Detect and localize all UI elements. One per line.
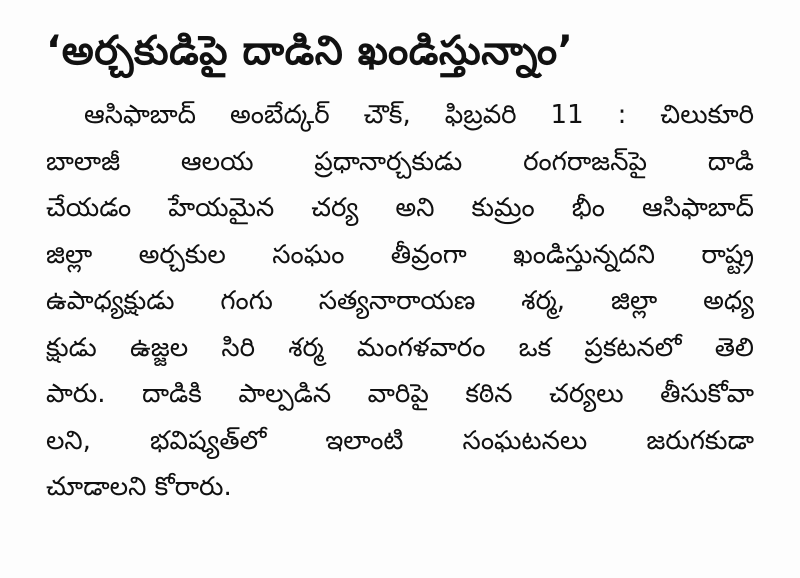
article-body <box>46 92 754 511</box>
article-line: జిల్లా అర్చకుల సంఘం తీవ్రంగా ఖండిస్తున్నదని రాష్ట్ర <box>46 239 754 270</box>
article-line: పారు. దాడికి పాల్పడిన వారిపై కఠిన చర్యలు తీసుకోవా <box>46 379 754 409</box>
article-headline: ‘అర్చకుడిపై దాడిని ఖండిస్తున్నాం’ <box>46 28 574 74</box>
article-line: చేయడం హేయమైన చర్య అని కుమ్రం భీం ఆసిఫాబాద్ <box>46 193 754 223</box>
article-line: ఉపాధ్యక్షుడు గంగు సత్యనారాయణ శర్మ, జిల్లా అధ్య <box>46 286 754 316</box>
article-line: చూడాలని కోరారు. <box>46 472 232 502</box>
article-line: క్షుడు ఉజ్జల సిరి శర్మ మంగళవారం ఒక ప్రకటనలో తెలి <box>46 332 754 363</box>
article-line: ఆసిఫాబాద్ అంబేద్కర్ చౌక్, ఫిబ్రవరి 11 : చిలుకూరి <box>84 100 754 130</box>
article-line: బాలాజీ ఆలయ ప్రధానార్చకుడు రంగరాజన్‌పై దాడి <box>46 146 754 177</box>
article-line: లని, భవిష్యత్‌లో ఇలాంటి సంఘటనలు జరుగకుడా <box>46 425 754 456</box>
